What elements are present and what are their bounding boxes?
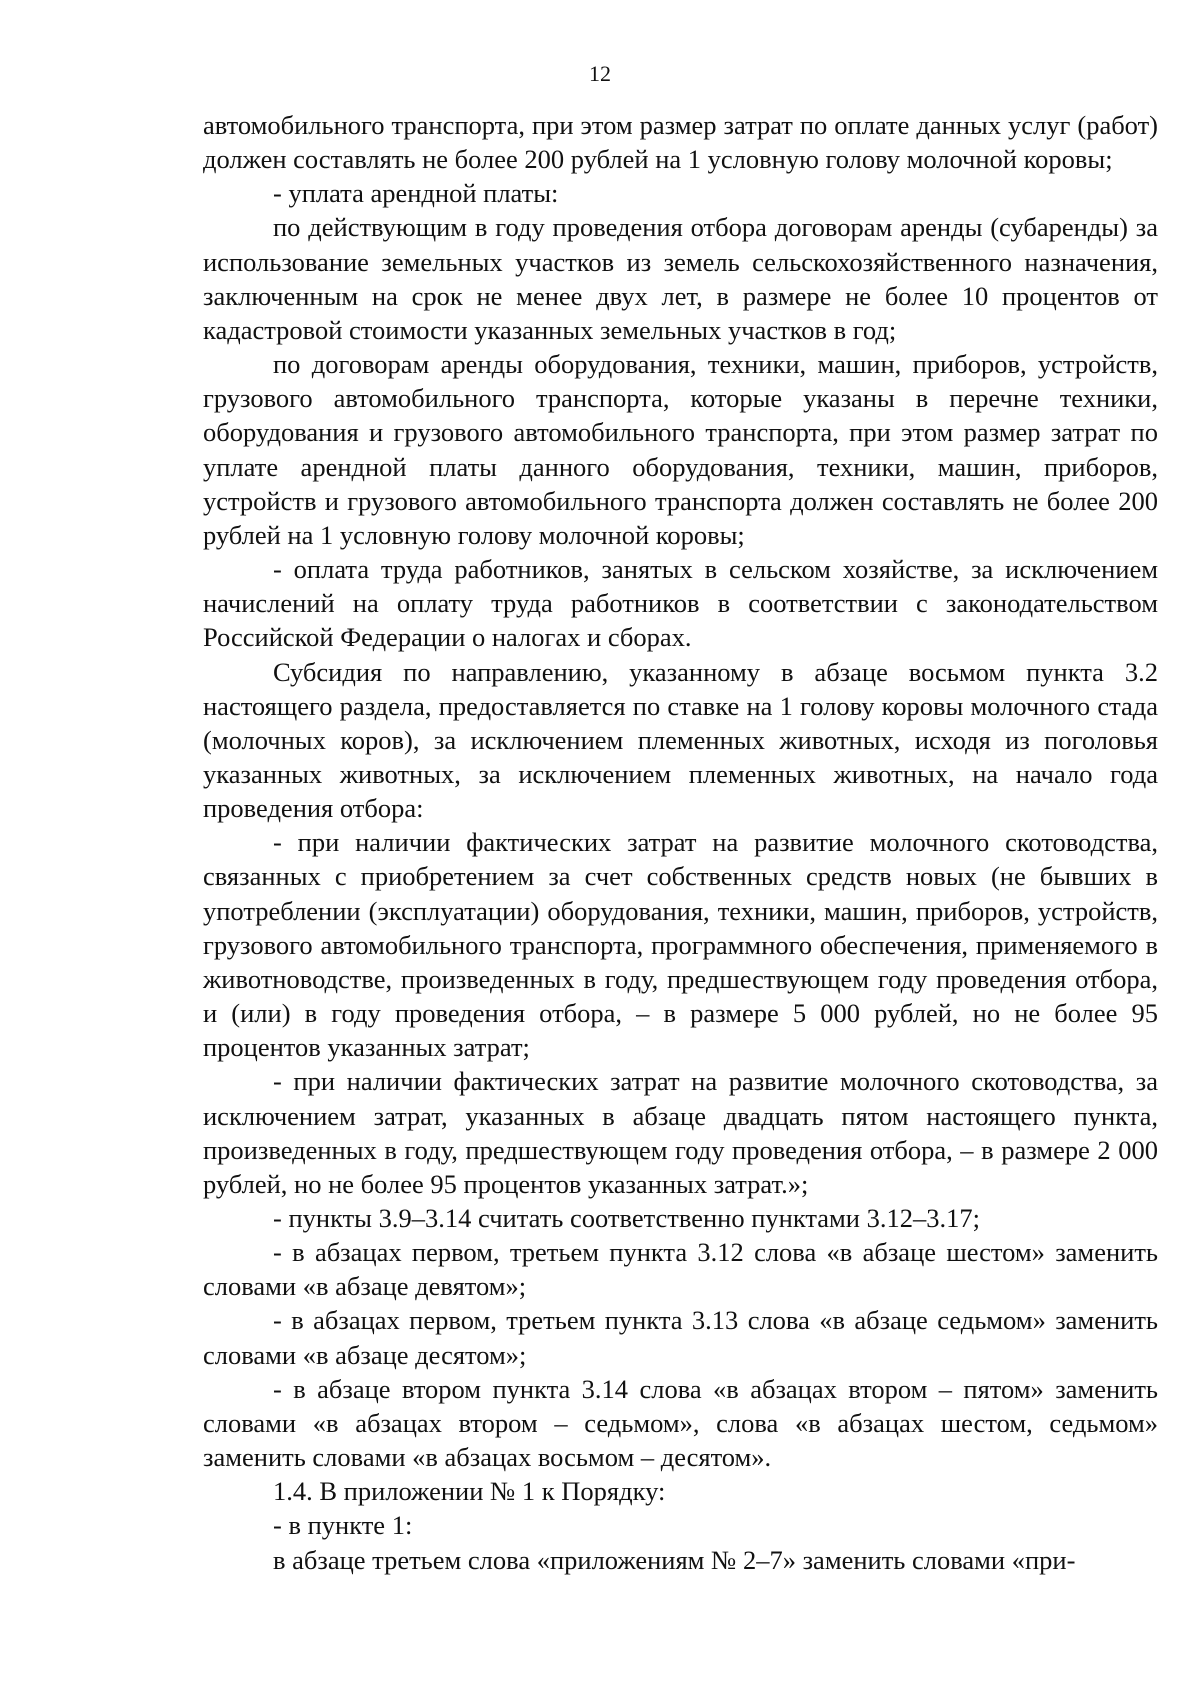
- paragraph: - при наличии фактических затрат на развитие молочного скотоводства, связанных с приобретением за счет собственных средств новых (не бывших в употреблении (эксплуатации) оборудования, техники, машин, приборов, устройств, грузового автомобильного транспорта, программного обеспечения, применяемого в животноводстве, произведенных в году, предшествующем году проведения отбора, и (или) в году проведения отбора, – в размере 5 000 рублей, но не более 95 процентов указанных затрат;: [203, 827, 1158, 1063]
- paragraph: автомобильного транспорта, при этом размер затрат по оплате данных услуг (работ) должен составлять не более 200 рублей на 1 условную голову молочной коровы;: [203, 110, 1158, 175]
- paragraph: - пункты 3.9–3.14 считать соответственно пунктами 3.12–3.17;: [273, 1203, 980, 1233]
- paragraph: - при наличии фактических затрат на развитие молочного скотоводства, за исключением затрат, указанных в абзаце двадцать пятом настоящего пункта, произведенных в году, предшествующем году проведения отбора, – в размере 2 000 рублей, но не более 95 процентов указанных затрат.»;: [203, 1066, 1158, 1199]
- paragraph: в абзаце третьем слова «приложениям № 2–7» заменить словами «при-: [273, 1544, 1076, 1575]
- paragraph: - в абзацах первом, третьем пункта 3.12 слова «в абзаце шестом» заменить словами «в абзаце девятом»;: [203, 1237, 1158, 1302]
- paragraph: 1.4. В приложении № 1 к Порядку:: [273, 1476, 666, 1507]
- paragraph: по договорам аренды оборудования, техники, машин, приборов, устройств, грузового автомобильного транспорта, которые указаны в перечне техники, оборудования и грузового автомобильного транспорта, при этом размер затрат по уплате арендной платы данного оборудования, техники, машин, приборов, устройств и грузового автомобильного транспорта должен составлять не более 200 рублей на 1 условную голову молочной коровы;: [203, 349, 1158, 550]
- page-number: 12: [589, 61, 611, 86]
- paragraph: - в абзаце втором пункта 3.14 слова «в абзацах втором – пятом» заменить словами «в абзацах втором – седьмом», слова «в абзацах шестом, седьмом» заменить словами «в абзацах восьмом – десятом».: [203, 1373, 1158, 1473]
- paragraph: - в абзацах первом, третьем пункта 3.13 слова «в абзаце седьмом» заменить словами «в абзаце десятом»;: [203, 1305, 1158, 1370]
- paragraph: - в пункте 1:: [273, 1510, 413, 1541]
- paragraph: Субсидия по направлению, указанному в абзаце восьмом пункта 3.2 настоящего раздела, предоставляется по ставке на 1 голову коровы молочного стада (молочных коров), за исключением племенных животных, исходя из поголовья указанных животных, за исключением племенных животных, на начало года проведения отбора:: [203, 656, 1158, 824]
- paragraph: - уплата арендной платы:: [273, 178, 559, 209]
- document-body: [203, 108, 1158, 1577]
- paragraph: по действующим в году проведения отбора договорам аренды (субаренды) за использование земельных участков из земель сельскохозяйственного назначения, заключенным на срок не менее двух лет, в размере не более 10 процентов от кадастровой стоимости указанных земельных участков в год;: [203, 212, 1158, 345]
- paragraph: - оплата труда работников, занятых в сельском хозяйстве, за исключением начислений на оплату труда работников в соответствии с законодательством Российской Федерации о налогах и сборах.: [203, 554, 1158, 653]
